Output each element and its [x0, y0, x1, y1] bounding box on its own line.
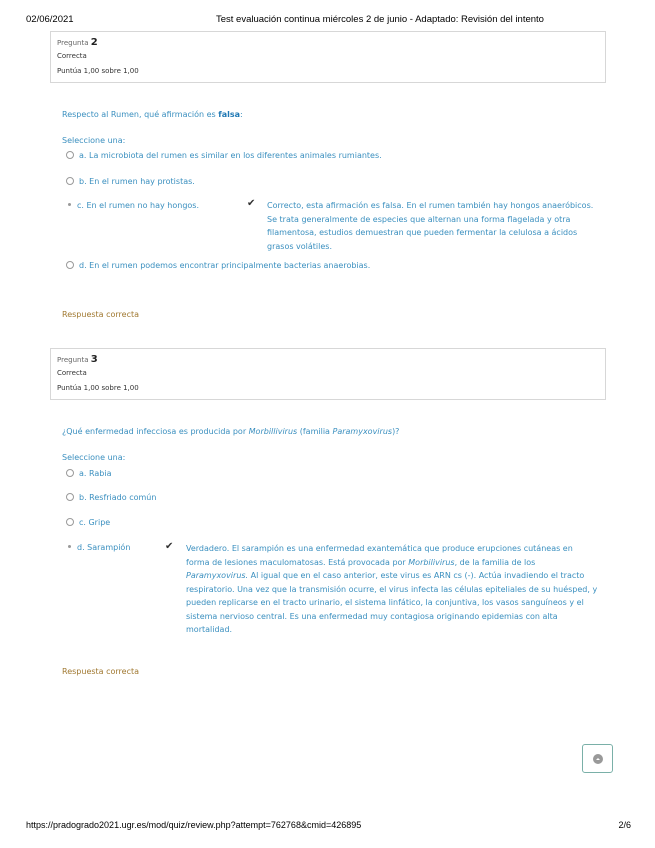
question-grade: Puntúa 1,00 sobre 1,00	[57, 384, 139, 392]
print-title: Test evaluación continua miércoles 2 de junio - Adaptado: Revisión del intento	[216, 14, 544, 25]
print-date: 02/06/2021	[26, 14, 74, 25]
print-url: https://pradogrado2021.ugr.es/mod/quiz/review.php?attempt=762768&cmid=426895	[26, 820, 362, 830]
question-2-option-a[interactable]: a. La microbiota del rumen es similar en los diferentes animales rumiantes.	[66, 151, 382, 160]
question-2-feedback: Correcto, esta afirmación es falsa. En el rumen también hay hongos anaeróbicos. Se trata generalmente de especies que alternan una forma flagelada y otra filamentosa, estudios demuestran que pueden fermentar la celulosa a ácidos grasos volátiles.	[267, 201, 594, 251]
radio-button[interactable]	[66, 261, 74, 269]
question-2-prompt: Seleccione una:	[62, 136, 126, 145]
question-2-result: Respuesta correcta	[62, 310, 140, 319]
question-2-option-c[interactable]: c. En el rumen no hay hongos.	[66, 201, 199, 210]
radio-button[interactable]	[66, 177, 74, 185]
question-3-info	[50, 348, 606, 400]
question-3-feedback: Verdadero. El sarampión es una enfermedad exantemática que produce erupciones cutáneas en forma de lesiones maculomatosas. Está provocada por Morbilivirus, de la familia de los Paramyxovirus. Al igual que en el caso anterior, este virus es ARN cs (-). Actúa invadiendo el tracto respiratorio. Una vez que la transmisión ocurre, el virus infecta las células epiteliales de su huésped, y pueden replicarse en el tracto urinario, el sistema linfático, la conjuntiva, los vasos sanguíneos y el sistema nervioso central. Es una enfermedad muy contagiosa originando epidemias con alta mortalidad.	[186, 544, 598, 634]
check-icon: ✔	[247, 198, 256, 209]
question-state: Correcta	[57, 52, 87, 60]
radio-button[interactable]	[66, 493, 74, 501]
question-grade: Puntúa 1,00 sobre 1,00	[57, 67, 139, 75]
print-footer	[26, 820, 631, 834]
question-3-option-a[interactable]: a. Rabia	[66, 469, 111, 478]
radio-button[interactable]	[66, 469, 74, 477]
question-2-option-b[interactable]: b. En el rumen hay protistas.	[66, 177, 195, 186]
arrow-up-icon	[593, 754, 603, 764]
selected-marker	[68, 545, 71, 548]
print-page-number: 2/6	[618, 820, 631, 830]
question-3-option-c[interactable]: c. Gripe	[66, 518, 110, 527]
radio-button[interactable]	[66, 518, 74, 526]
question-3-prompt: Seleccione una:	[62, 453, 126, 462]
question-number: Pregunta 2	[57, 37, 98, 48]
question-3-option-b[interactable]: b. Resfriado común	[66, 493, 156, 502]
print-header	[26, 14, 631, 28]
question-state: Correcta	[57, 369, 87, 377]
check-icon: ✔	[165, 541, 174, 552]
question-number: Pregunta 3	[57, 354, 98, 365]
question-2-text: Respecto al Rumen, qué afirmación es falsa:	[62, 110, 243, 119]
question-2-info	[50, 31, 606, 83]
back-to-top-button[interactable]	[582, 744, 613, 773]
question-3-text: ¿Qué enfermedad infecciosa es producida por Morbillivirus (familia Paramyxovirus)?	[62, 427, 400, 436]
question-3-result: Respuesta correcta	[62, 667, 140, 676]
radio-button[interactable]	[66, 151, 74, 159]
selected-marker	[68, 203, 71, 206]
question-2-option-d[interactable]: d. En el rumen podemos encontrar principalmente bacterias anaerobias.	[66, 261, 370, 270]
question-3-option-d[interactable]: d. Sarampión	[66, 543, 130, 552]
